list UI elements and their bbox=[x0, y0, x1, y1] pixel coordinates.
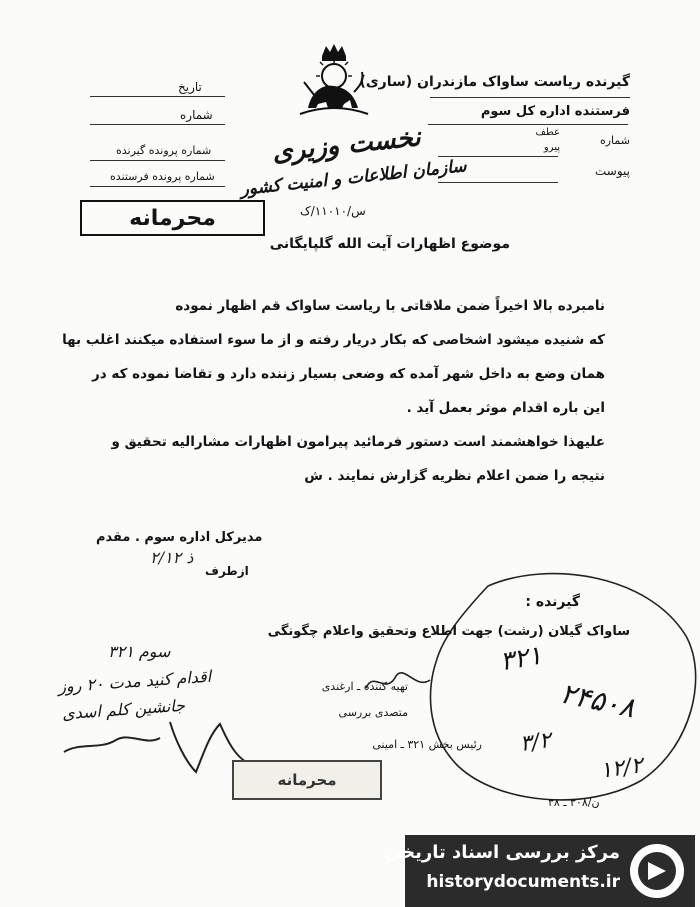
divider bbox=[90, 124, 225, 125]
preparer-line: تهیه کننده ـ ارغندی bbox=[321, 680, 408, 693]
pursuit-label: پیرو bbox=[543, 142, 560, 153]
section-chief-line: رئیس بخش ۳۲۱ ـ امینی bbox=[372, 738, 482, 751]
body-line: نامبرده بالا اخیراً ضمن ملاقاتی با ریاست ساواک قم اظهار نموده bbox=[175, 298, 605, 314]
recipient-file-label: شماره پرونده گیرنده bbox=[116, 144, 212, 157]
body-line: این باره اقدام موثر بعمل آید . bbox=[406, 400, 605, 416]
handwritten-note: ۳۲۱ bbox=[497, 640, 545, 678]
number-label: شماره bbox=[599, 134, 630, 147]
doc-code: س/۱۱۰۱۰/ک bbox=[300, 204, 366, 218]
reviewer-line: متصدی بررسی bbox=[338, 706, 408, 719]
divider bbox=[428, 124, 628, 125]
body-line: نتیجه را ضمن اعلام نظریه گزارش نمایند . ش bbox=[304, 468, 605, 484]
archive-logo-icon bbox=[626, 840, 688, 902]
preparer-signature-scribble bbox=[360, 662, 440, 702]
footer-org-name: مرکز بررسی اسناد تاریخی bbox=[383, 842, 620, 863]
archive-reference: ن/۳۰۸ ـ ۳۸ bbox=[548, 796, 600, 809]
divider bbox=[438, 182, 558, 183]
handwritten-note: سوم ۳۲۱ bbox=[108, 642, 171, 661]
recipient-line: گیرنده ریاست ساواک مازندران (ساری) bbox=[359, 74, 630, 90]
date-stamp: محرمانه bbox=[232, 760, 382, 800]
divider bbox=[90, 186, 225, 187]
attachment-label: پیوست bbox=[595, 164, 630, 178]
subject-line: موضوع اظهارات آیت الله گلپایگانی bbox=[269, 236, 510, 252]
divider bbox=[430, 97, 630, 98]
handwritten-signature-scribble bbox=[60, 712, 260, 782]
on-behalf-label: ازطرف bbox=[205, 564, 249, 578]
sender-line: فرستنده اداره کل سوم bbox=[480, 104, 630, 119]
signature-title: مدیرکل اداره سوم . مقدم bbox=[96, 530, 263, 545]
handwritten-note: ۱۲/۲ bbox=[598, 753, 645, 784]
handwritten-note: ۳/۲ bbox=[518, 727, 553, 758]
signature-handwritten-mark: ذ ۲/۱۲ bbox=[150, 548, 194, 567]
org-title: نخست وزیری bbox=[270, 122, 423, 168]
following-label: عطف bbox=[535, 127, 560, 138]
body-line: که شنیده میشود اشخاصی که بکار دریار رفته و از ما سوء استفاده میکنند اغلب بها bbox=[62, 332, 605, 348]
footer-website: historydocuments.ir bbox=[426, 872, 620, 892]
handwritten-note: ۲۴۵۰۸ bbox=[557, 676, 638, 725]
divider bbox=[90, 160, 225, 161]
divider bbox=[90, 96, 225, 97]
handwritten-note: اقدام کنید مدت ۲۰ روز bbox=[57, 666, 212, 697]
distribution-recipient: ساواک گیلان (رشت) جهت اطلاع وتحقیق واعلام چگونگی bbox=[267, 624, 630, 639]
recipients-label: گیرنده : bbox=[525, 594, 580, 610]
number-left-label: شماره bbox=[180, 108, 213, 122]
body-line: همان وضع به داخل شهر آمده که وضعی بسیار زننده دارد و تقاضا نموده که در bbox=[92, 366, 605, 382]
handwritten-note: جانشین کلم اسدی bbox=[61, 695, 186, 724]
date-label: تاریخ bbox=[178, 80, 202, 94]
confidential-stamp: محرمانه bbox=[80, 200, 265, 236]
org-subtitle: سازمان اطلاعات و امنیت کشور bbox=[239, 156, 468, 200]
body-line: علیهذا خواهشمند است دستور فرمائید پیرامون اظهارات مشارالیه تحقیق و bbox=[111, 434, 605, 450]
sender-file-label: شماره پرونده فرستنده bbox=[110, 170, 215, 183]
